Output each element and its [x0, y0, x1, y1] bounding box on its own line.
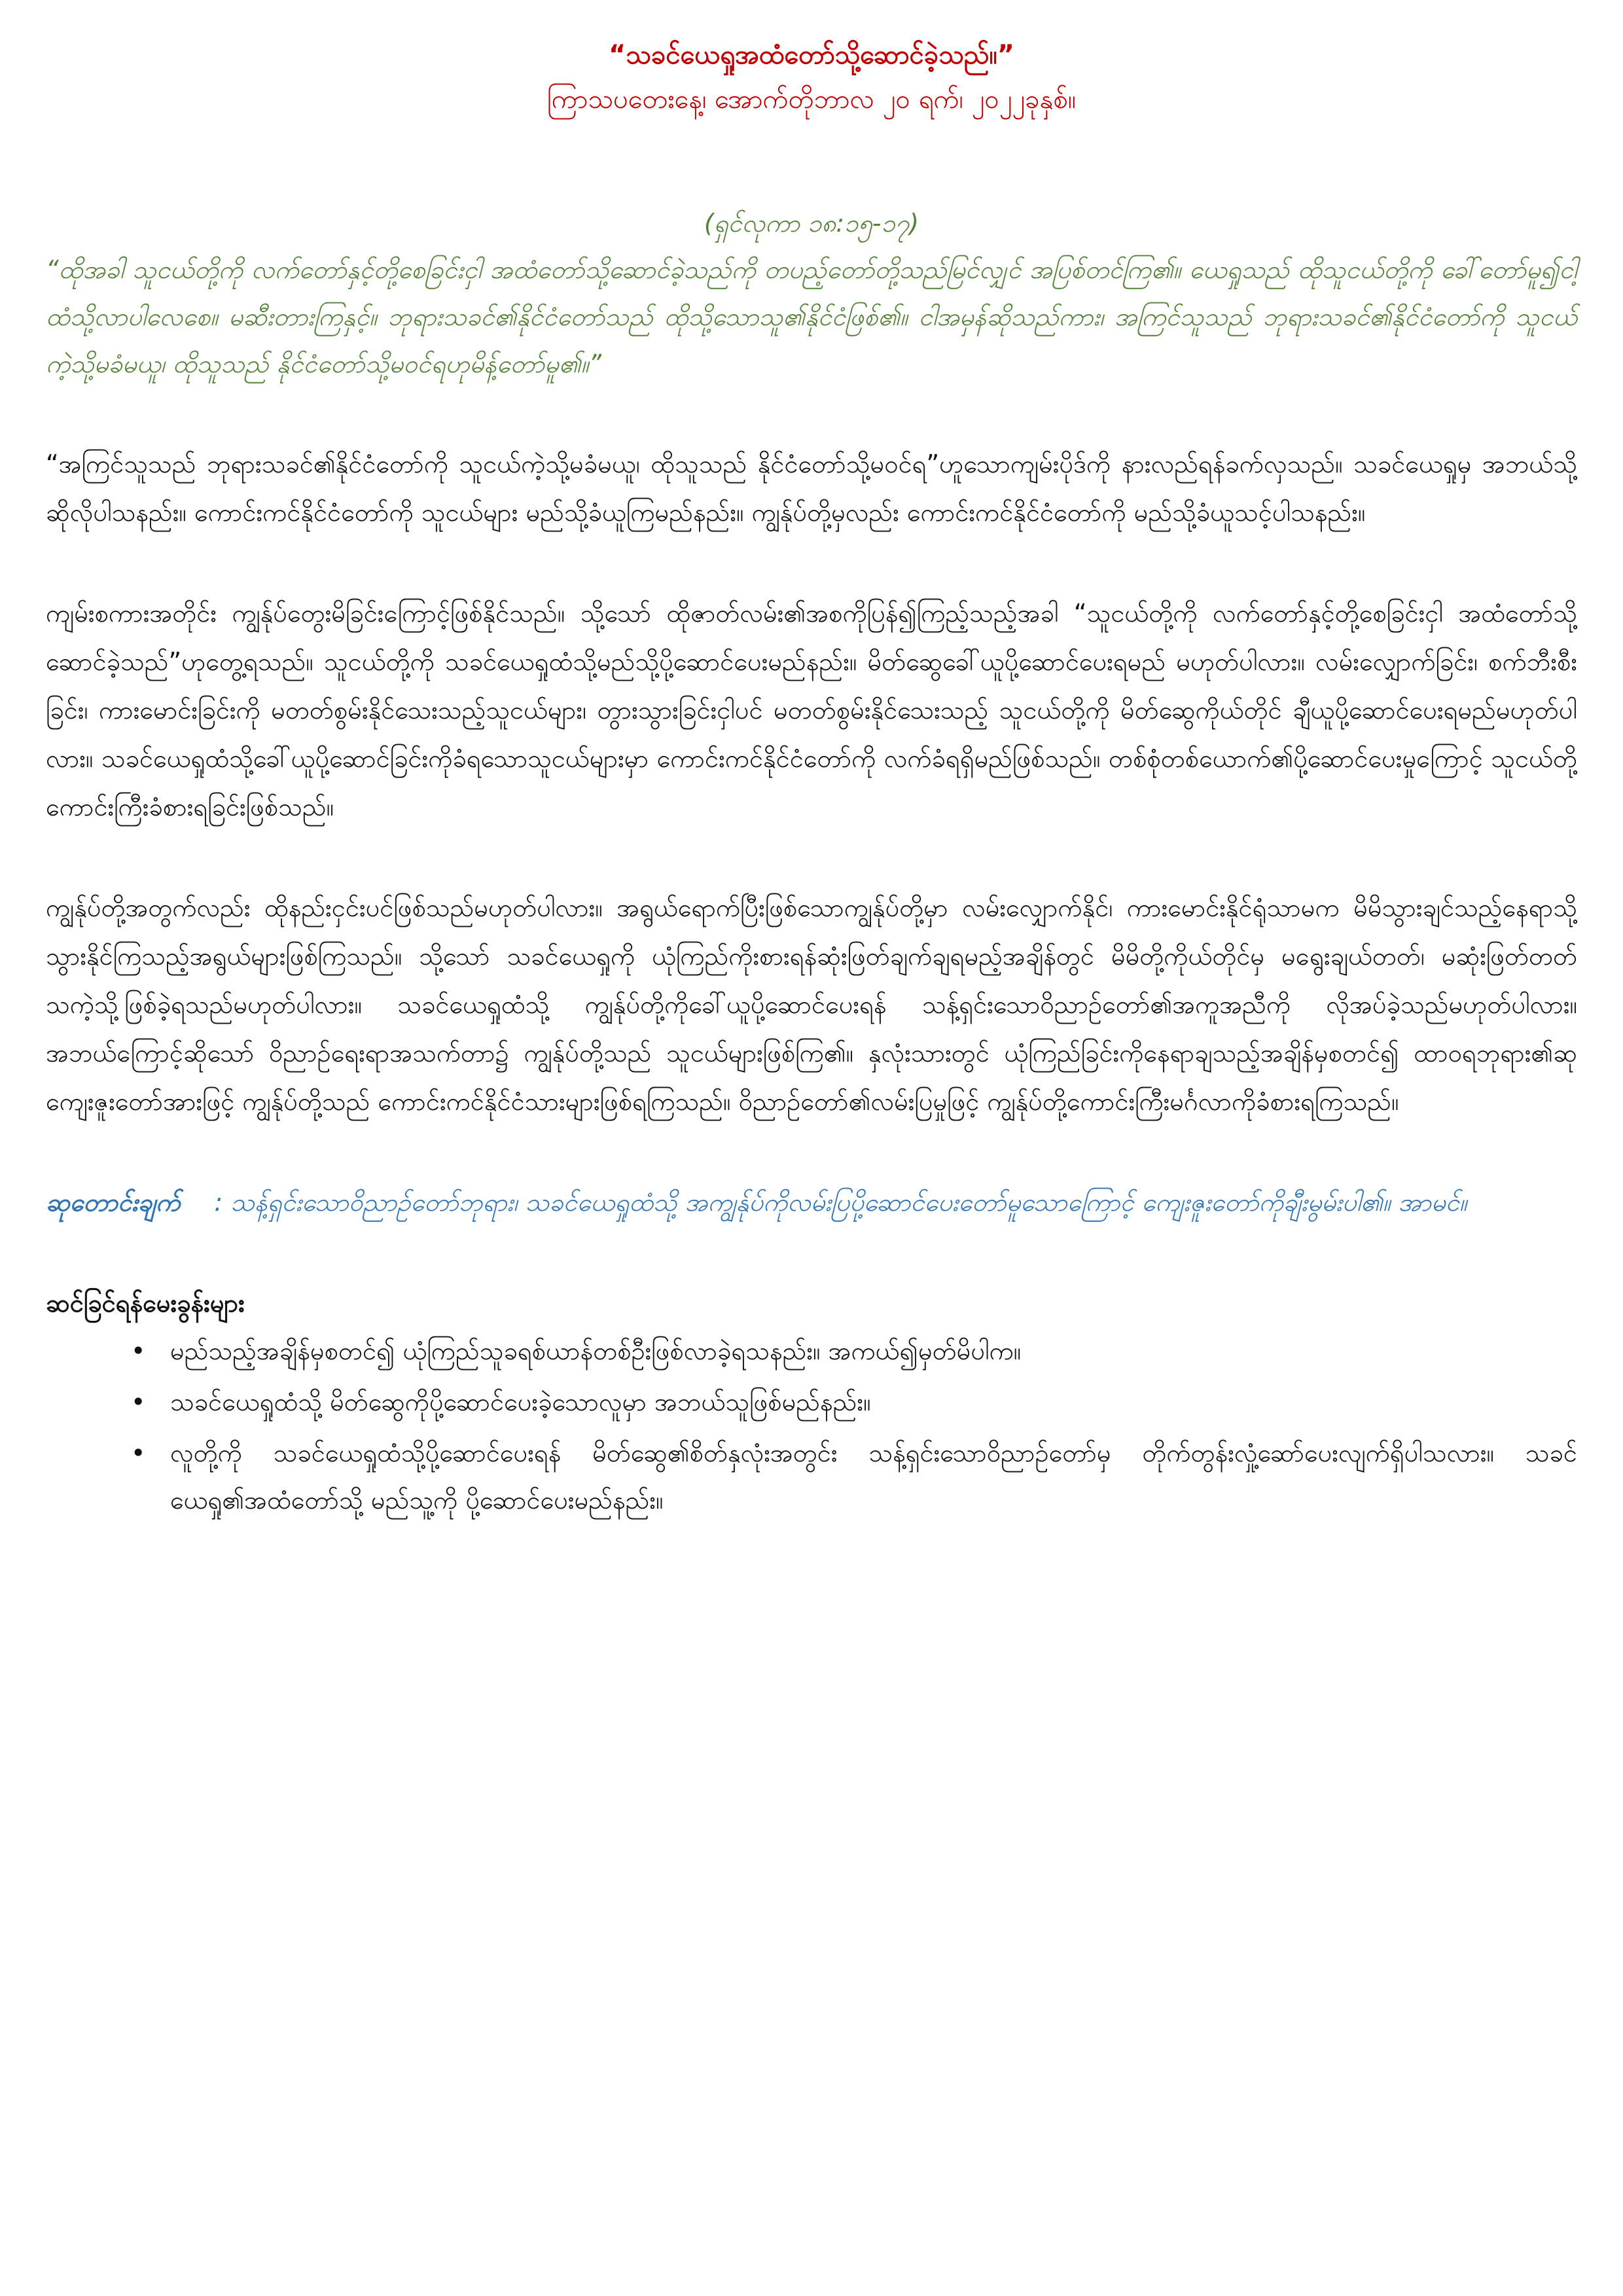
- question-item-1: [131, 1327, 1577, 1374]
- prayer-text: : သန့်ရှင်းသောဝိညာဉ်တော်ဘုရား၊ သခင်ယေရှုထံသို့ အကျွန်ုပ်ကိုလမ်းပြပို့ဆောင်ပေးတော်မူသောကြောင့် ကျေးဇူးတော်ကိုချီးမွမ်းပါ၏။ အာမင်။: [214, 1188, 1467, 1217]
- body-paragraph-1: “အကြင်သူသည် ဘုရားသခင်၏နိုင်ငံတော်ကို သူငယ်ကဲ့သို့မခံမယူ၊ ထိုသူသည် နိုင်ငံတော်သို့မဝင်ရ”ဟူသောကျမ်းပိုဒ်ကို နားလည်ရန်ခက်လှသည်။ သခင်ယေရှုမှ အဘယ်သို့ဆိုလိုပါသနည်း။ ကောင်းကင်နိုင်ငံတော်ကို သူငယ်များ မည်သို့ခံယူကြမည်နည်း။ ကျွန်ုပ်တို့မှလည်း ကောင်းကင်နိုင်ငံတော်ကို မည်သို့ခံယူသင့်ပါသနည်း။: [46, 450, 1577, 527]
- scripture-reference: (ရှင်လုကာ ၁၈:၁၅-၁၇): [704, 209, 919, 238]
- bullet-icon: •: [131, 1439, 146, 1467]
- question-item-3: [131, 1429, 1577, 1524]
- question-text: သခင်ယေရှုထံသို့ မိတ်ဆွေကိုပို့ဆောင်ပေးခဲ့သောလူမှာ အဘယ်သူဖြစ်မည်နည်း။: [170, 1388, 871, 1416]
- questions-heading: ဆင်ခြင်ရန်မေးခွန်းများ: [46, 1289, 245, 1318]
- prayer-block: [46, 1178, 1577, 1227]
- body-paragraph-3: ကျွန်ုပ်တို့အတွက်လည်း ထိုနည်းငှင်းပင်ဖြစ်သည်မဟုတ်ပါလား။ အရွယ်ရောက်ပြီးဖြစ်သောကျွန်ုပ်တို့မှာ လမ်းလျှောက်နိုင်၊ ကားမောင်းနိုင်ရုံသာမက မိမိသွားချင်သည့်နေရာသို့သွားနိုင်ကြသည့်အရွယ်များဖြစ်ကြသည်။ သို့သော် သခင်ယေရှုကို ယုံကြည်ကိုးစားရန်ဆုံးဖြတ်ချက်ချရမည့်အချိန်တွင် မိမိတို့ကိုယ်တိုင်မှ မရွေးချယ်တတ်၊ မဆုံးဖြတ်တတ်သကဲ့သို့ဖြစ်ခဲ့ရသည်မဟုတ်ပါလား။ သခင်ယေရှုထံသို့ ကျွန်ုပ်တို့ကိုခေါ်ယူပို့ဆောင်ပေးရန် သန့်ရှင်းသောဝိညာဉ်တော်၏အကူအညီကို လိုအပ်ခဲ့သည်မဟုတ်ပါလား။ အဘယ်ကြောင့်ဆိုသော် ဝိညာဉ်ရေးရာအသက်တာ၌ ကျွန်ုပ်တို့သည် သူငယ်များဖြစ်ကြ၏။ နှလုံးသားတွင် ယုံကြည်ခြင်းကိုနေရာချသည့်အချိန်မှစတင်၍ ထာဝရဘုရား၏ဆုကျေးဇူးတော်အားဖြင့် ကျွန်ုပ်တို့သည် ကောင်းကင်နိုင်ငံသားများဖြစ်ရကြသည်။ ဝိညာဉ်တော်၏လမ်းပြမှုဖြင့် ကျွန်ုပ်တို့ကောင်းကြီးမင်္ဂလာကိုခံစားရကြသည်။: [46, 893, 1577, 1116]
- scripture-quote: “ထိုအခါ သူငယ်တို့ကို လက်တော်နှင့်တို့စေခြင်းငှါ အထံတော်သို့ဆောင်ခဲ့သည်ကို တပည့်တော်တို့သည်မြင်လျှင် အပြစ်တင်ကြ၏။ ယေရှုသည် ထိုသူငယ်တို့ကို ခေါ်တော်မူ၍ငါ့ထံသို့လာပါလေစေ။ မဆီးတားကြနှင့်။ ဘုရားသခင်၏နိုင်ငံတော်သည် ထိုသို့သောသူ၏နိုင်ငံဖြစ်၏။ ငါအမှန်ဆိုသည်ကား၊ အကြင်သူသည် ဘုရားသခင်၏နိုင်ငံတော်ကို သူငယ်ကဲ့သို့မခံမယူ၊ ထိုသူသည် နိုင်ငံတော်သို့မဝင်ရဟုမိန့်တော်မူ၏။”: [46, 255, 1577, 378]
- bullet-icon: •: [131, 1388, 146, 1416]
- bullet-icon: •: [131, 1336, 146, 1365]
- question-text: မည်သည့်အချိန်မှစတင်၍ ယုံကြည်သူခရစ်ယာန်တစ်ဦးဖြစ်လာခဲ့ရသနည်း။ အကယ်၍မှတ်မိပါက။: [170, 1336, 1022, 1365]
- question-text: လူတို့ကို သခင်ယေရှုထံသို့ပို့ဆောင်ပေးရန် မိတ်ဆွေ၏စိတ်နှလုံးအတွင်း သန့်ရှင်းသောဝိညာဉ်တော်မှ တိုက်တွန်းလှုံ့ဆော်ပေးလျက်ရှိပါသလား။ သခင်ယေရှု၏အထံတော်သို့ မည်သူ့ကို ပို့ဆောင်ပေးမည်နည်း။: [170, 1439, 1577, 1515]
- page-title: “သခင်ယေရှုအထံတော်သို့ဆောင်ခဲ့သည်။”: [608, 40, 1015, 70]
- date-line: ကြာသပတေးနေ့၊ အောက်တိုဘာလ ၂၀ ရက်၊ ၂၀၂၂ခုနှစ်။: [547, 84, 1076, 115]
- prayer-label: ဆုတောင်းချက်: [46, 1188, 181, 1217]
- question-item-2: [131, 1378, 1577, 1426]
- questions-list: [46, 1327, 1577, 1524]
- body-paragraph-2: ကျမ်းစကားအတိုင်း ကျွန်ုပ်တွေးမိခြင်းကြောင့်ဖြစ်နိုင်သည်။ သို့သော် ထိုဇာတ်လမ်း၏အစကိုပြန်၍ကြည့်သည့်အခါ “သူငယ်တို့ကို လက်တော်နှင့်တို့စေခြင်းငှါ အထံတော်သို့ဆောင်ခဲ့သည်”ဟုတွေ့ရသည်။ သူငယ်တို့ကို သခင်ယေရှုထံသို့မည်သို့ပို့ဆောင်ပေးမည်နည်း။ မိတ်ဆွေခေါ်ယူပို့ဆောင်ပေးရမည် မဟုတ်ပါလား။ လမ်းလျှောက်ခြင်း၊ စက်ဘီးစီးခြင်း၊ ကားမောင်းခြင်းကို မတတ်စွမ်းနိုင်သေးသည့်သူငယ်များ၊ တွားသွားခြင်းငှါပင် မတတ်စွမ်းနိုင်သေးသည့် သူငယ်တို့ကို မိတ်ဆွေကိုယ်တိုင် ချီယူပို့ဆောင်ပေးရမည်မဟုတ်ပါလား။ သခင်ယေရှုထံသို့ခေါ်ယူပို့ဆောင်ခြင်းကိုခံရသောသူငယ်များမှာ ကောင်းကင်နိုင်ငံတော်ကို လက်ခံရရှိမည်ဖြစ်သည်။ တစ်စုံတစ်ယောက်၏ပို့ဆောင်ပေးမှုကြောင့် သူငယ်တို့ကောင်းကြီးခံစားရခြင်းဖြစ်သည်။: [46, 599, 1577, 821]
